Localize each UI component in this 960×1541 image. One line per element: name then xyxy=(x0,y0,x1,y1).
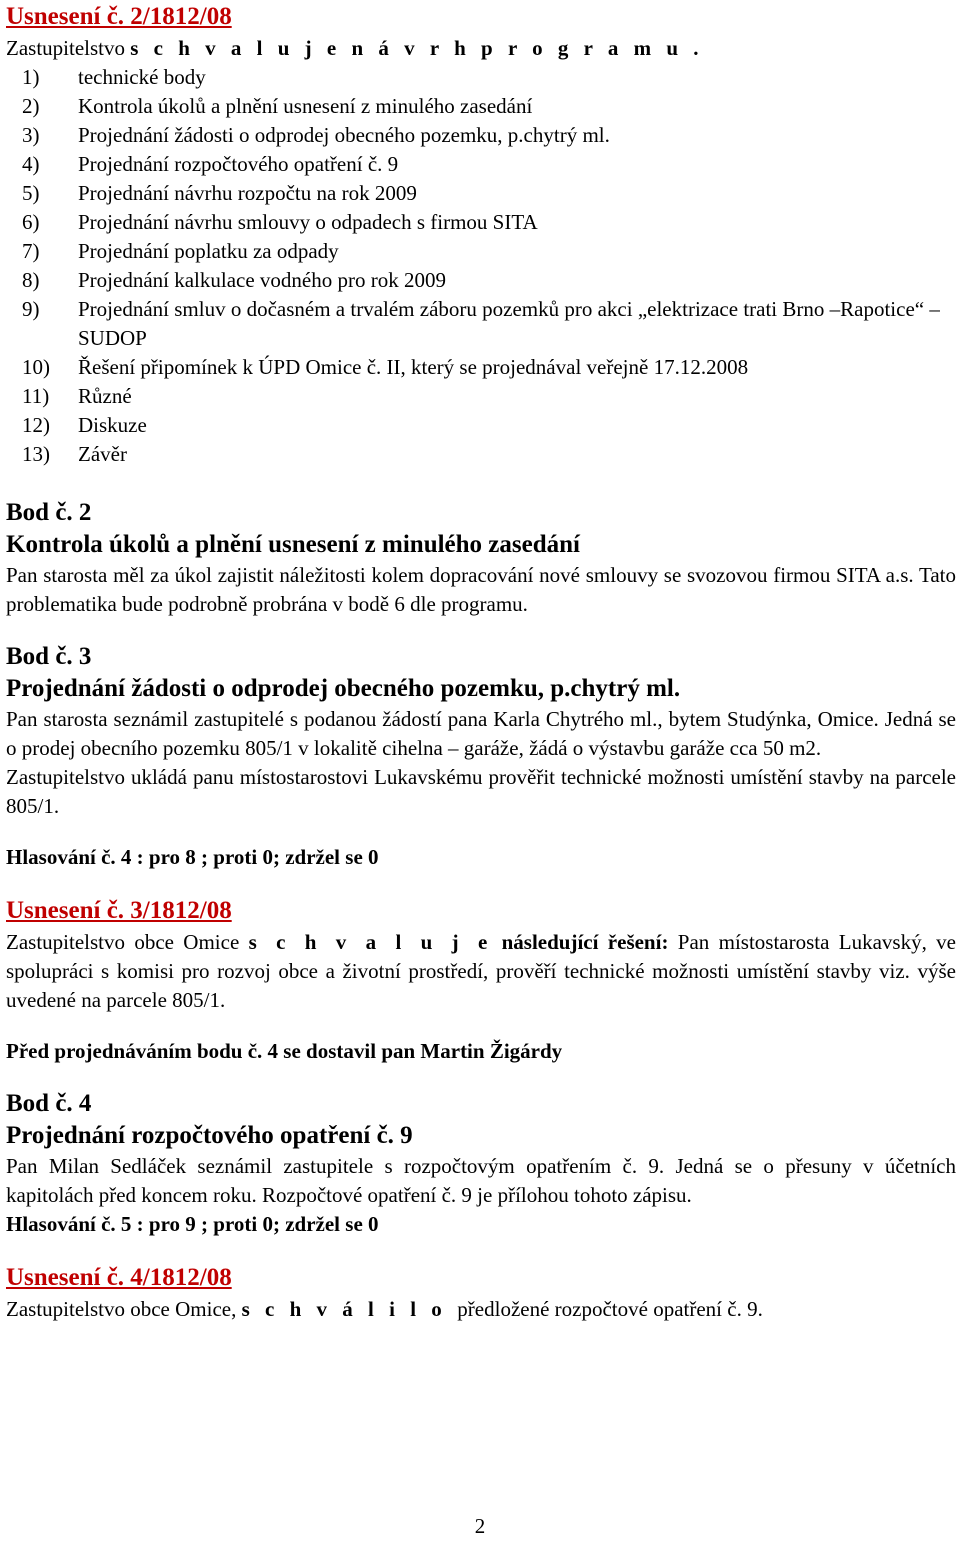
agenda-item-text: Různé xyxy=(78,384,132,408)
resolution-2-prefix: Zastupitelstvo xyxy=(6,36,131,60)
vote-4: Hlasování č. 4 : pro 8 ; proti 0; zdržel se 0 xyxy=(6,845,379,869)
agenda-item-text: Projednání návrhu smlouvy o odpadech s firmou SITA xyxy=(78,210,538,234)
agenda-item-number: 8) xyxy=(22,268,40,292)
agenda-item xyxy=(22,150,956,179)
resolution-4-text xyxy=(6,1295,956,1324)
agenda-item xyxy=(22,121,956,150)
agenda-item-number: 6) xyxy=(22,210,40,234)
resolution-4-rest: předložené rozpočtové opatření č. 9. xyxy=(446,1297,763,1321)
bod-4-label: Bod č. 4 xyxy=(6,1090,92,1117)
resolution-2-text xyxy=(6,34,956,63)
agenda-item-text: Projednání poplatku za odpady xyxy=(78,239,339,263)
bod-4-text: Pan Milan Sedláček seznámil zastupitele s rozpočtovým opatřením č. 9. Jedná se o přesuny v účetních kapitolách před koncem roku. Rozpočtové opatření č. 9 je přílohou tohoto zápisu. xyxy=(6,1154,956,1207)
agenda-item-number: 1) xyxy=(22,65,40,89)
agenda-item-text: Projednání kalkulace vodného pro rok 2009 xyxy=(78,268,446,292)
resolution-title-2: Usnesení č. 2/1812/08 xyxy=(6,3,232,30)
page-number: 2 xyxy=(474,1514,486,1538)
bod-2-heading: Kontrola úkolů a plnění usnesení z minulého zasedání xyxy=(6,531,580,558)
agenda-item-number: 3) xyxy=(22,123,40,147)
vote-5: Hlasování č. 5 : pro 9 ; proti 0; zdržel se 0 xyxy=(6,1212,379,1236)
document-page xyxy=(6,0,956,1324)
agenda-item xyxy=(22,266,956,295)
agenda-item-number: 10) xyxy=(22,355,50,379)
agenda-item-text: technické body xyxy=(78,65,206,89)
resolution-4-prefix: Zastupitelstvo obce Omice, xyxy=(6,1297,242,1321)
agenda-item-text: Kontrola úkolů a plnění usnesení z minulého zasedání xyxy=(78,94,533,118)
bod-2-text: Pan starosta měl za úkol zajistit náležitosti kolem dopracování nové smlouvy se svozovou firmou SITA a.s. Tato problematika bude podrobně probrána v bodě 6 dle programu. xyxy=(6,563,956,616)
agenda-item-number: 5) xyxy=(22,181,40,205)
resolution-3-text xyxy=(6,928,956,1015)
arrival-note: Před projednáváním bodu č. 4 se dostavil pan Martin Žigárdy xyxy=(6,1039,563,1063)
agenda-item xyxy=(22,295,956,353)
resolution-2-verb: s c h v a l u j e n á v r h p r o g r a m u . xyxy=(130,36,704,60)
agenda-item xyxy=(22,63,956,92)
agenda-item-number: 13) xyxy=(22,442,50,466)
bod-3-heading: Projednání žádosti o odprodej obecného pozemku, p.chytrý ml. xyxy=(6,675,681,702)
bod-3-task-text: Zastupitelstvo ukládá panu místostarostovi Lukavskému prověřit technické možnosti umístění stavby na parcele 805/1. xyxy=(6,765,956,818)
resolution-3-verb: s c h v a l u j e xyxy=(248,930,493,954)
bod-3-label: Bod č. 3 xyxy=(6,643,92,670)
agenda-item-text: Projednání žádosti o odprodej obecného pozemku, p.chytrý ml. xyxy=(78,123,610,147)
resolution-4-verb: s c h v á l i l o xyxy=(241,1297,447,1321)
agenda-list xyxy=(6,63,956,469)
bod-3-text: Pan starosta seznámil zastupitelé s podanou žádostí pana Karla Chytrého ml., bytem Studýnka, Omice. Jedná se o prodej obecního pozemku 805/1 v lokalitě cihelna – garáže, žádá o výstavbu garáže cca 50 m2. xyxy=(6,707,956,760)
agenda-item-text: Projednání návrhu rozpočtu na rok 2009 xyxy=(78,181,417,205)
bod-4-heading: Projednání rozpočtového opatření č. 9 xyxy=(6,1122,413,1149)
agenda-item xyxy=(22,440,956,469)
agenda-item-text: Řešení připomínek k ÚPD Omice č. II, který se projednával veřejně 17.12.2008 xyxy=(78,355,749,379)
bod-2-label: Bod č. 2 xyxy=(6,499,92,526)
agenda-item xyxy=(22,237,956,266)
resolution-3-rest: Pan místostarosta Lukavský, ve spolupráci s komisi pro rozvoj obce a životní prostředí, prověří technické možnosti umístění stavby viz. výše uvedené na parcele 805/1. xyxy=(6,930,957,1012)
agenda-item-number: 12) xyxy=(22,413,50,437)
agenda-item-number: 4) xyxy=(22,152,40,176)
agenda-item-number: 2) xyxy=(22,94,40,118)
agenda-item xyxy=(22,382,956,411)
resolution-title-3: Usnesení č. 3/1812/08 xyxy=(6,897,232,924)
agenda-item-text: Projednání smluv o dočasném a trvalém záboru pozemků pro akci „elektrizace trati Brno –Rapotice“ – SUDOP xyxy=(78,297,940,350)
resolution-3-prefix: Zastupitelstvo obce Omice xyxy=(6,930,249,954)
agenda-item-number: 11) xyxy=(22,384,50,408)
agenda-item-text: Diskuze xyxy=(78,413,147,437)
agenda-item xyxy=(22,179,956,208)
resolution-title-4: Usnesení č. 4/1812/08 xyxy=(6,1264,232,1291)
agenda-item xyxy=(22,353,956,382)
agenda-item xyxy=(22,411,956,440)
agenda-item-text: Závěr xyxy=(78,442,127,466)
resolution-3-phrase: následující řešení: xyxy=(492,930,669,954)
agenda-item xyxy=(22,208,956,237)
agenda-item-text: Projednání rozpočtového opatření č. 9 xyxy=(78,152,399,176)
agenda-item-number: 7) xyxy=(22,239,40,263)
agenda-item xyxy=(22,92,956,121)
agenda-item-number: 9) xyxy=(22,297,40,321)
